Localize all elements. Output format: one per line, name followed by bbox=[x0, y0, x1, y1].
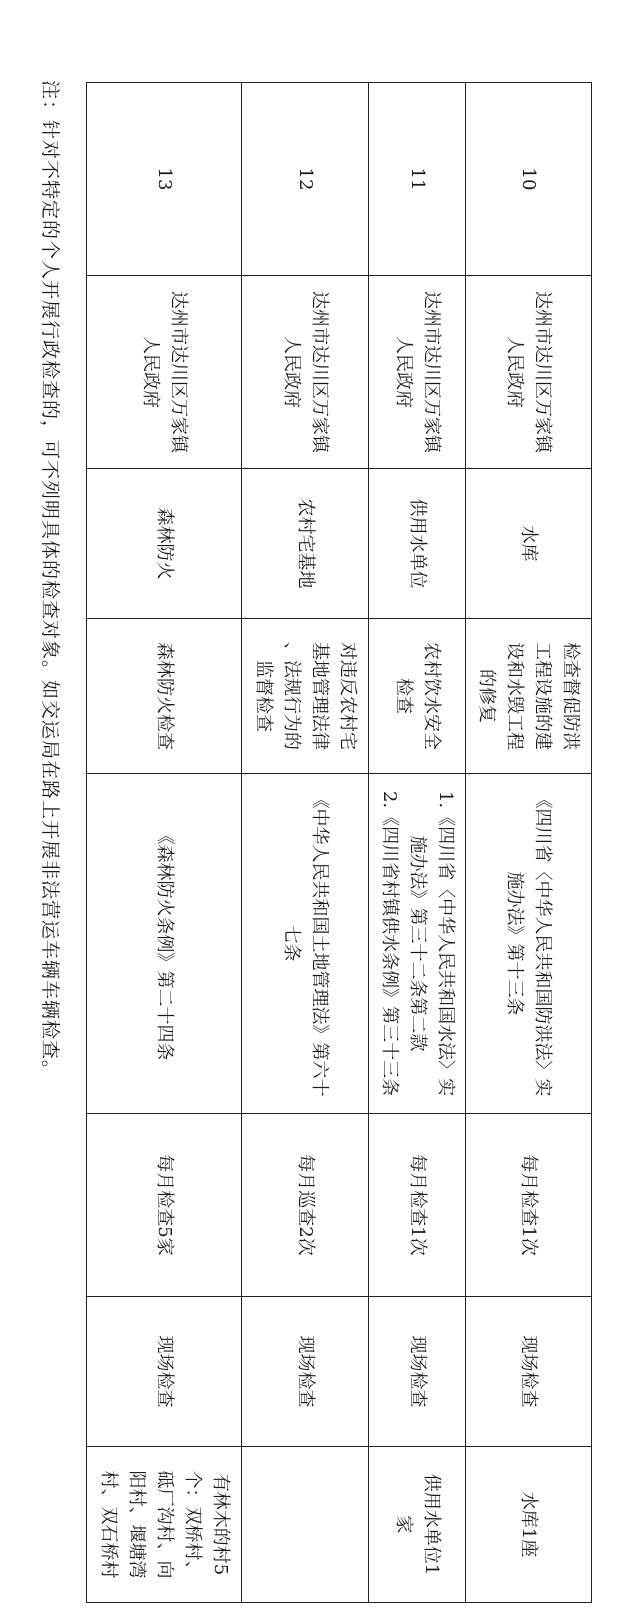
cell-line: 阳村、堰塘湾 bbox=[126, 1470, 148, 1579]
legal-basis-cell bbox=[242, 774, 368, 1114]
inspection-item-cell bbox=[465, 619, 591, 774]
method-cell: 现场检查 bbox=[465, 1297, 591, 1447]
cell-line: 监督检查 bbox=[253, 660, 275, 732]
frequency-cell: 每月检查1次 bbox=[368, 1114, 465, 1297]
cell-line: 人民政府 bbox=[281, 336, 303, 408]
row-number: 12 bbox=[242, 83, 368, 276]
cell-line: 《中华人民共和国土地管理法》第六十 bbox=[309, 790, 331, 1097]
organization-cell bbox=[368, 276, 465, 469]
row-number: 10 bbox=[465, 83, 591, 276]
cell-line: 的修复 bbox=[476, 669, 498, 723]
organization-cell bbox=[242, 276, 368, 469]
cell-line: 供用水单位1 bbox=[420, 1473, 442, 1576]
cell-line: 工程设施的建 bbox=[532, 642, 554, 750]
footnote: 注：针对不特定的个人开展行政检查的，可不列明具体的检查对象。如交运局在路上开展非法营运车辆车辆检查。 bbox=[39, 80, 61, 1081]
rotated-content bbox=[15, 10, 595, 1610]
cell-line: 人民政府 bbox=[504, 336, 526, 408]
scope-cell bbox=[87, 1447, 242, 1603]
inspection-target-cell: 供用水单位 bbox=[368, 469, 465, 619]
table-row bbox=[465, 83, 591, 1603]
cell-line: 达州市达川区万家镇 bbox=[309, 291, 331, 453]
cell-line: 2.《四川省村镇供水条例》第三十三条 bbox=[378, 790, 400, 1097]
frequency-cell: 每月巡查2次 bbox=[242, 1114, 368, 1297]
frequency-cell: 每月检查5家 bbox=[87, 1114, 242, 1297]
inspection-item-cell bbox=[242, 619, 368, 774]
inspection-table bbox=[86, 82, 592, 1603]
cell-line: 达州市达川区万家镇 bbox=[532, 291, 554, 453]
method-cell: 现场检查 bbox=[368, 1297, 465, 1447]
cell-line: 《森林防火条例》第二十四条 bbox=[154, 826, 176, 1061]
inspection-target-cell: 农村宅基地 bbox=[242, 469, 368, 619]
table-row bbox=[242, 83, 368, 1603]
cell-line: 村、双石桥村 bbox=[98, 1470, 120, 1579]
table-row bbox=[368, 83, 465, 1603]
scope-cell bbox=[465, 1447, 591, 1603]
cell-line: 设和水毁工程 bbox=[504, 642, 526, 750]
row-number: 13 bbox=[87, 83, 242, 276]
cell-line: 人民政府 bbox=[140, 336, 162, 408]
cell-line: 砥厂沟村、向 bbox=[154, 1470, 176, 1579]
method-cell: 现场检查 bbox=[87, 1297, 242, 1447]
table-row bbox=[87, 83, 242, 1603]
cell-line: 基地管理法律 bbox=[309, 642, 331, 750]
cell-line: 1.《四川省〈中华人民共和国水法〉实 bbox=[434, 790, 456, 1097]
cell-line: 《四川省〈中华人民共和国防洪法〉实 bbox=[532, 790, 554, 1097]
cell-line: 水库1座 bbox=[518, 1491, 540, 1558]
method-cell: 现场检查 bbox=[242, 1297, 368, 1447]
cell-line: 森林防火检查 bbox=[154, 642, 176, 750]
cell-line: 施办法》第三十二条第二款 bbox=[406, 835, 428, 1052]
cell-line: 达州市达川区万家镇 bbox=[168, 291, 190, 453]
legal-basis-cell bbox=[465, 774, 591, 1114]
organization-cell bbox=[87, 276, 242, 469]
cell-line: 七条 bbox=[281, 925, 303, 962]
inspection-item-cell bbox=[368, 619, 465, 774]
cell-line: 人民政府 bbox=[392, 336, 414, 408]
cell-line: 个：双桥村、 bbox=[182, 1470, 204, 1579]
frequency-cell: 每月检查1次 bbox=[465, 1114, 591, 1297]
cell-line: 施办法》第十三条 bbox=[504, 871, 526, 1016]
organization-cell bbox=[465, 276, 591, 469]
cell-line: 农村饮水安全 bbox=[420, 642, 442, 750]
legal-basis-cell bbox=[368, 774, 465, 1114]
cell-line: 检查督促防洪 bbox=[560, 642, 582, 750]
cell-line: 有林木的村5 bbox=[210, 1473, 232, 1576]
cell-line: 、法规行为的 bbox=[281, 642, 303, 750]
legal-basis-cell bbox=[87, 774, 242, 1114]
inspection-item-cell bbox=[87, 619, 242, 774]
scope-cell bbox=[368, 1447, 465, 1603]
row-number: 11 bbox=[368, 83, 465, 276]
scope-cell bbox=[242, 1447, 368, 1603]
cell-line: 对违反农村宅 bbox=[337, 642, 359, 750]
inspection-target-cell: 水库 bbox=[465, 469, 591, 619]
inspection-target-cell: 森林防火 bbox=[87, 469, 242, 619]
cell-line: 检查 bbox=[392, 678, 414, 714]
cell-line: 达州市达川区万家镇 bbox=[420, 291, 442, 453]
cell-line: 家 bbox=[392, 1515, 414, 1534]
